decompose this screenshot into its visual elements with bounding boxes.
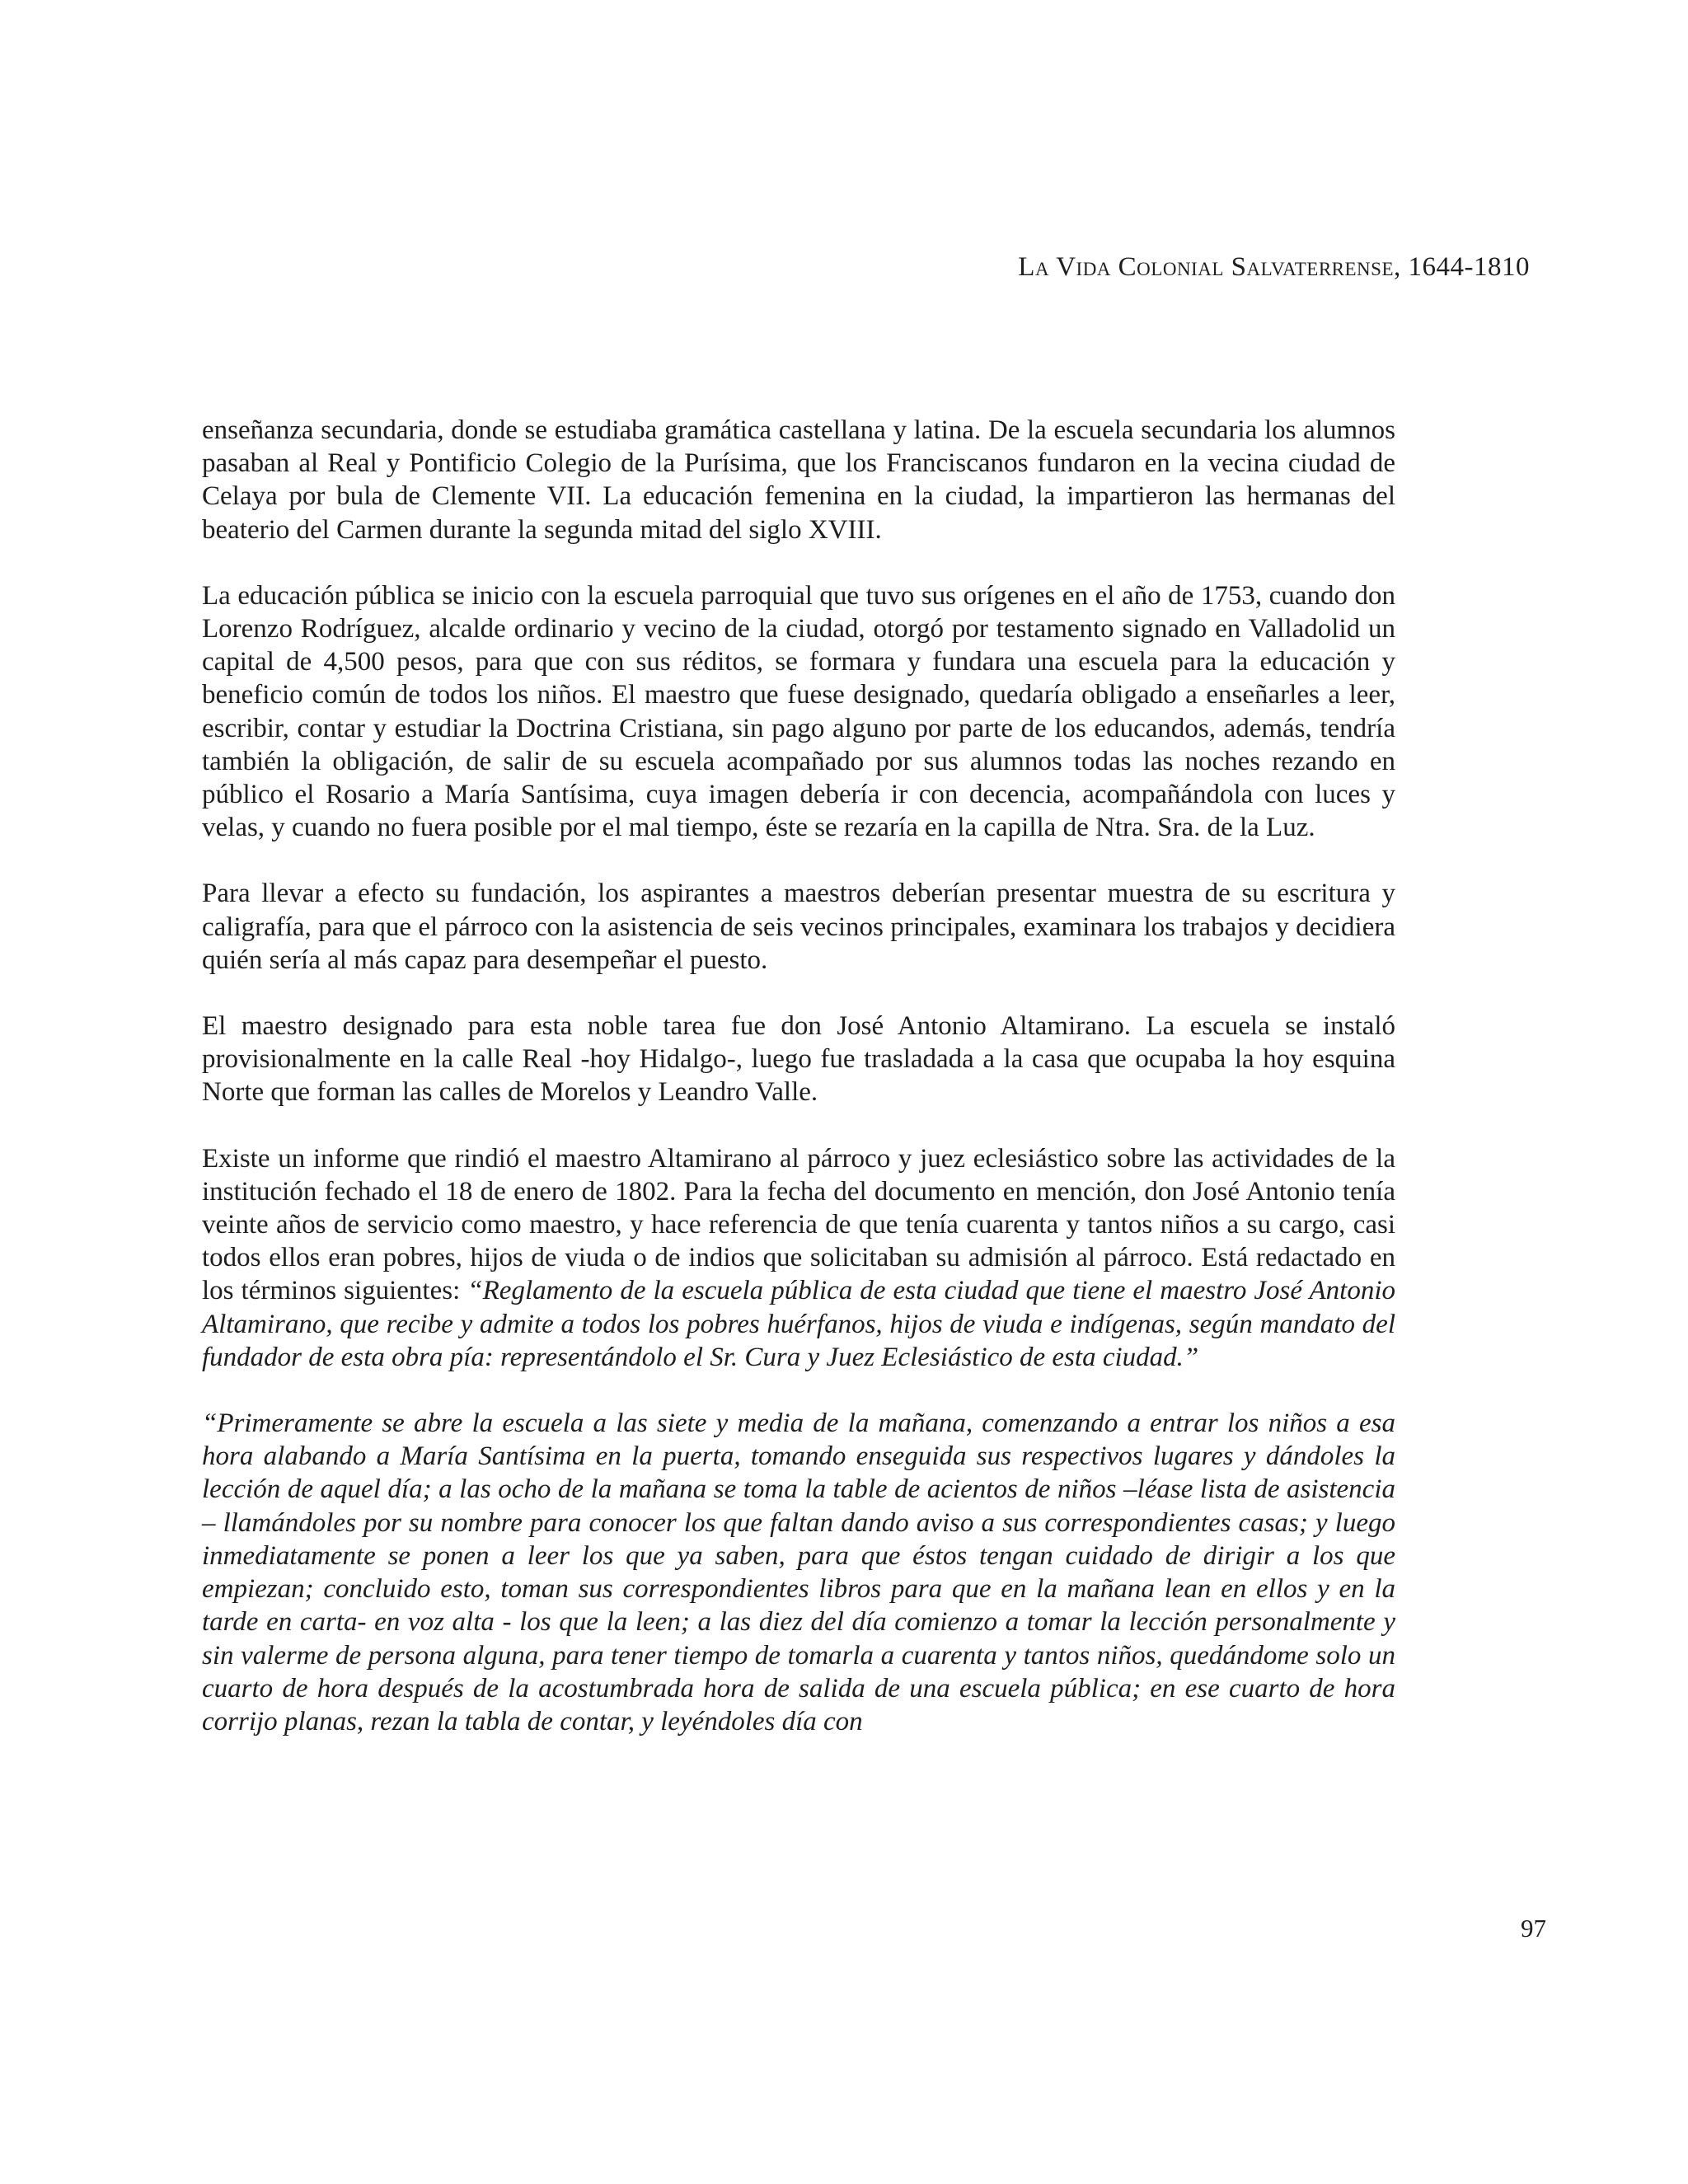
page-number: 97 xyxy=(1521,1914,1546,1943)
paragraph-5 xyxy=(202,1142,1395,1374)
paragraph-5-inline-quote: “Reglamento de la escuela pública de esta ciudad que tiene el maestro José Antonio Altamirano, que recibe y admite a todos los pobres huérfanos, hijos de viuda e indígenas, según mandato del fundador de esta obra pía: representándolo el Sr. Cura y Juez Eclesiástico de esta ciudad.” xyxy=(202,1276,1395,1372)
paragraph-5-text: Existe un informe que rindió el maestro Altamirano al párroco y juez eclesiástico sobre las actividades de la institución fechado el 18 de enero de 1802. Para la fecha del documento en mención, don José Antonio tenía veinte años de servicio como maestro, y hace referencia de que tenía cuarenta y tantos niños a su cargo, casi todos ellos eran pobres, hijos de viuda o de indios que solicitaban su admisión al párroco. Está redactado en los términos siguientes: xyxy=(202,1143,1395,1306)
paragraph-4: El maestro designado para esta noble tarea fue don José Antonio Altamirano. La escuela se instaló provisionalmente en la calle Real -hoy Hidalgo-, luego fue trasladada a la casa que ocupaba la hoy esquina Norte que forman las calles de Morelos y Leandro Valle. xyxy=(202,1011,1395,1108)
running-header-title: La Vida Colonial Salvaterrense, 1644-1810 xyxy=(1018,252,1530,282)
body-text xyxy=(202,414,1395,1771)
paragraph-3: Para llevar a efecto su fundación, los aspirantes a maestros deberían presentar muestra de su escritura y caligrafía, para que el párroco con la asistencia de seis vecinos principales, examinara los trabajos y decidiera quién sería al más capaz para desempeñar el puesto. xyxy=(202,879,1395,975)
quote-paragraph: “Primeramente se abre la escuela a las siete y media de la mañana, comenzando a entrar los niños a esa hora alabando a María Santísima en la puerta, tomando enseguida sus respectivos lugares y dándoles la lección de aquel día; a las ocho de la mañana se toma la table de acientos de niños –léase lista de asistencia – llamándoles por su nombre para conocer los que faltan dando aviso a sus correspondientes casas; y luego inmediatamente se ponen a leer los que ya saben, para que éstos tengan cuidado de dirigir a los que empiezan; concluido esto, toman sus correspondientes libros para que en la mañana lean en ellos y en la tarde en carta- en voz alta - los que la leen; a las diez del día comienzo a tomar la lección personalmente y sin valerme de persona alguna, para tener tiempo de tomarla a cuarenta y tantos niños, quedándome solo un cuarto de hora después de la acostumbrada hora de salida de una escuela pública; en ese cuarto de hora corrijo planas, rezan la tabla de contar, y leyéndoles día con xyxy=(202,1408,1395,1736)
paragraph-2: La educación pública se inicio con la escuela parroquial que tuvo sus orígenes en el año de 1753, cuando don Lorenzo Rodríguez, alcalde ordinario y vecino de la ciudad, otorgó por testamento signado en Valladolid un capital de 4,500 pesos, para que con sus réditos, se formara y fundara una escuela para la educación y beneficio común de todos los niños. El maestro que fuese designado, quedaría obligado a enseñarles a leer, escribir, contar y estudiar la Doctrina Cristiana, sin pago alguno por parte de los educandos, además, tendría también la obligación, de salir de su escuela acompañado por sus alumnos todas las noches rezando en público el Rosario a María Santísima, cuya imagen debería ir con decencia, acompañándola con luces y velas, y cuando no fuera posible por el mal tiempo, éste se rezaría en la capilla de Ntra. Sra. de la Luz. xyxy=(202,580,1395,843)
paragraph-1: enseñanza secundaria, donde se estudiaba gramática castellana y latina. De la escuela secundaria los alumnos pasaban al Real y Pontificio Colegio de la Purísima, que los Franciscanos fundaron en la vecina ciudad de Celaya por bula de Clemente VII. La educación femenina en la ciudad, la impartieron las hermanas del beaterio del Carmen durante la segunda mitad del siglo XVIII. xyxy=(202,415,1395,545)
